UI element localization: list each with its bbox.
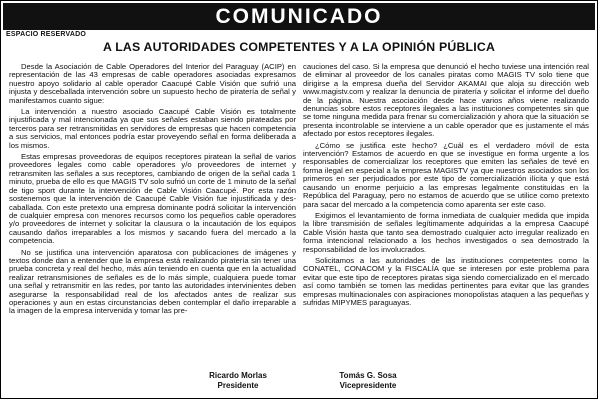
left-column (9, 63, 296, 319)
headline: A LAS AUTORIDADES COMPETENTES Y A LA OPINIÓN PÚBLICA (102, 40, 496, 54)
signature-vicepresident (318, 371, 418, 391)
paragraph: Desde la Asociación de Cable Operadores del Interior del Paraguay (ACIP) en representación de las 43 empresas de cable operadores asociadas expresamos nuestro apoyo solidario al cable operador Caacupé Cable Visión que sufrió una injusta y desceballada intervención sobre un supuesto hecho de piratería de señal y manifestamos cuanto sigue: (9, 62, 296, 105)
paragraph: Estas empresas proveedoras de equipos receptores piratean la señal de varios proveedores legales como cable operadores y/o proveedores de internet y retransmiten las señales a sus receptores, cambiando de origen de la señal cada 1 minuto, prueba de ello es que MAGIS TV solo sufrió un corte de 1 minuto de la señal de tigo sport durante la intervención de Cable Visión Caacupé. Por esta razón sostenemos que la intervención de Caacupé Cable Visión fue injustificada y des-caballada. Con este pretexto una empresa dominante podrá solicitar la intervención de cualquier empresa con menores recursos como los pequeños cable operadores y/o proveedores de internet y solicitar la clausura o la incautación de los equipos causando daños irreparables a los mismos y sacando fuera del mercado a la competencia. (9, 152, 296, 246)
reserved-space-label: ESPACIO RESERVADO (6, 31, 87, 38)
paragraph: Solicitamos a las autoridades de las instituciones competentes como la CONATEL, CONACOM y la FISCALÍA que se interesen por este problema para evitar que este tipo de receptores piratas siga siendo comercializado en el mercado así como también se tomen las medidas pertinentes para evitar que las grandes empresas multinacionales con aspiraciones monopolistas ataquen a las pequeñas y sufridas MIPYMES paraguayas. (303, 255, 589, 307)
signature-role: Presidente (217, 381, 259, 390)
banner-title: COMUNICADO (3, 3, 595, 30)
paragraph: La intervención a nuestro asociado Caacupé Cable Visión es totalmente injustificada y mal intencionada ya que sus señales estaban siendo pirateadas por terceros para ser retransmitidas en servidores de empresas que hacen competencia a sus servicios, mal entonces podría estar proveyendo señal en forma deliberada a los mismos. (9, 107, 296, 150)
signature-president (193, 371, 283, 391)
signature-name: Tomás G. Sosa (339, 371, 397, 380)
signature-role: Vicepresidente (339, 381, 397, 390)
paragraph: Exigimos el levantamiento de forma inmediata de cualquier medida que impida la libre transmisión de señales legítimamente adquiridas a la empresa Caacupé Cable Visión hasta que tanto sea demostrado cualquier acto irregular realizado en forma intencional relacionado a los hechos investigados o sea demostrado la responsabilidad de los involucrados. (303, 210, 589, 254)
paragraph: ¿Cómo se justifica este hecho? ¿Cuál es el verdadero móvil de esta intervención? Estamos de acuerdo en que se investigue en forma urgente a los responsables de comercializar los receptores que emiten las señales de tevé en forma ilegal en especial a la empresa MAGISTV ya que nuestros asociados son los primeros en ser perjudicados por este tipo de comercialización ilícita y que está causando un enorme perjuicio a las empresas legalmente constituidas en la República del Paraguay, pero no estamos de acuerdo que se utilice como pretexto para sacar del mercado a la competencia como aparenta ser este caso. (303, 140, 589, 209)
right-column (303, 63, 589, 310)
signature-name: Ricardo Morlas (209, 371, 267, 380)
paragraph: cauciones del caso. Si la empresa que denunció el hecho tuviese una intención real de eliminar al proveedor de los canales piratas como MAGIS TV solo tiene que dirigirse a la empresa dueña del Servidor AKAMAI que aloja su dirección web www.magistv.com y realizar la denuncia de piratería y solicitar el informe del dueño de la página. Nuestra asociación desde hace varios años viene realizando denuncias sobre estos receptores ilegales a las instituciones competentes sin que se tome ninguna medida para frenar su comercialización y ahora que la situación se presenta incontrolable se interviene a un cable operador que es justamente el más afectado por estos receptores ilegales. (303, 62, 589, 139)
paragraph: No se justifica una intervención aparatosa con publicaciones de imágenes y textos donde dan a entender que la empresa está realizando piratería sin tener una prueba concreta y real del hecho, más aún teniendo en cuenta que en la actualidad realizar retransmisiones de señales es de lo más simple, cualquiera puede tomar una señal y retransmitir en las redes, por tanto las autoridades intervinientes deben asegurarse la responsabilidad real de los afectados antes de realizar sus operaciones y aun en estas circunstancias deben contemplar el daño irreparable a la imagen de la empresa intervenida y tomar las pre- (9, 247, 296, 316)
